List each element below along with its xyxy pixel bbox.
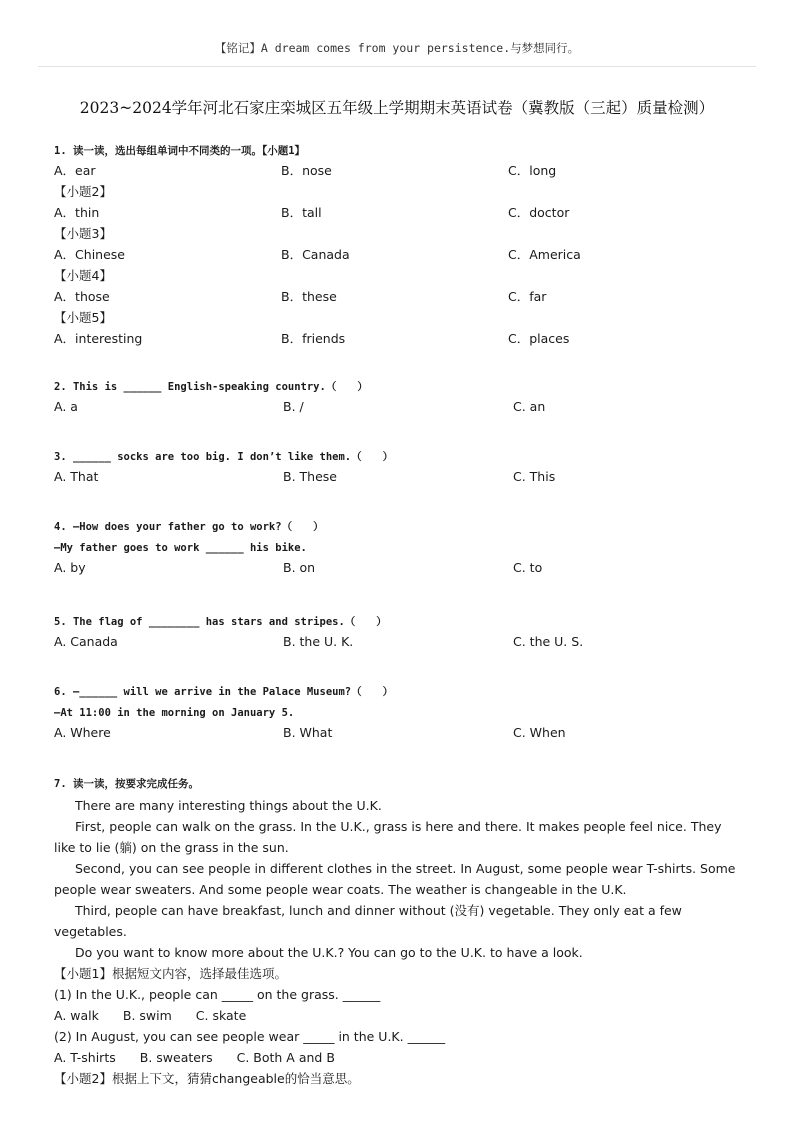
option-b: B. on — [283, 560, 316, 575]
option-c: C．places — [508, 331, 570, 346]
option-c: C. This — [513, 469, 556, 484]
option-b: B．Canada — [281, 247, 350, 262]
spacer — [54, 349, 744, 379]
option-b: B. / — [283, 399, 304, 414]
question-2-stem: 2. This is ______ English-speaking country.（ ） — [54, 381, 368, 393]
subquestion-label: 【小题3】 — [54, 226, 112, 241]
subquestion-2-label: 【小题2】根据上下文，猜猜changeable的恰当意思。 — [54, 1071, 360, 1086]
option-a: A．ear — [54, 163, 96, 178]
option-b: B．friends — [281, 331, 346, 346]
option-a: A. a — [54, 399, 78, 414]
question-1-stem: 1. 读一读，选出每组单词中不同类的一项。【小题1】 — [54, 145, 306, 157]
subquestion-1-label: 【小题1】根据短文内容，选择最佳选项。 — [54, 966, 287, 981]
option-a: A. by — [54, 560, 86, 575]
subquestion-label: 【小题4】 — [54, 268, 112, 283]
option-a: A. Where — [54, 725, 111, 740]
subquestion-label: 【小题2】 — [54, 184, 112, 199]
option-a: A. T-shirts — [54, 1050, 116, 1065]
exam-title: 2023~2024学年河北石家庄栾城区五年级上学期期末英语试卷（冀教版（三起）质量检测） — [79, 99, 715, 117]
option-b: B. swim — [122, 1008, 172, 1023]
subquestion-label: 【小题5】 — [54, 310, 112, 325]
option-c: C. to — [513, 560, 543, 575]
question-7-stem: 7. 读一读，按要求完成任务。 — [54, 778, 199, 790]
spacer — [54, 652, 744, 684]
option-c: C. Both A and B — [236, 1050, 335, 1065]
option-b: B．nose — [281, 163, 332, 178]
question-1-group-4 — [54, 286, 744, 307]
option-a: A．interesting — [54, 331, 143, 346]
question-6-stem-line-2: —At 11:00 in the morning on January 5. — [54, 707, 295, 719]
option-c: C. skate — [195, 1008, 247, 1023]
question-3-options — [54, 466, 744, 487]
subquestion-1-item-1-options — [54, 1005, 744, 1026]
question-6-options — [54, 722, 744, 743]
option-b: B．these — [281, 289, 337, 304]
spacer — [54, 743, 744, 776]
option-a: A. walk — [54, 1008, 99, 1023]
option-c: C．far — [508, 289, 547, 304]
passage-paragraph-3: Second, you can see people in different clothes in the street. In August, some people wear T-shirts. Some people wear sweaters. And some people wear coats. The weather is changeable in the U.K. — [54, 861, 736, 897]
passage-paragraph-5: Do you want to know more about the U.K.? You can go to the U.K. to have a look. — [75, 945, 583, 960]
question-1-group-5 — [54, 328, 744, 349]
option-a: A．thin — [54, 205, 100, 220]
option-b: B．tall — [281, 205, 322, 220]
spacer — [54, 417, 744, 449]
question-3-stem: 3. ______ socks are too big. I don’t like them.（ ） — [54, 451, 394, 463]
option-a: A．Chinese — [54, 247, 125, 262]
subquestion-1-item-2-options — [54, 1047, 744, 1068]
question-5-stem: 5. The flag of ________ has stars and stripes.（ ） — [54, 616, 387, 628]
question-4-options — [54, 557, 744, 578]
question-4-stem-line-2: —My father goes to work ______ his bike. — [54, 542, 307, 554]
question-2-options — [54, 396, 744, 417]
option-c: C．long — [508, 163, 557, 178]
passage-paragraph-2: First, people can walk on the grass. In the U.K., grass is here and there. It makes people feel nice. They like to lie (躺) on the grass in the sun. — [54, 819, 722, 855]
option-c: C．America — [508, 247, 581, 262]
option-a: A. That — [54, 469, 99, 484]
spacer — [54, 487, 744, 519]
option-b: B. What — [283, 725, 333, 740]
option-b: B. sweaters — [139, 1050, 213, 1065]
question-1-group-1 — [54, 160, 744, 181]
option-a: A. Canada — [54, 634, 118, 649]
subquestion-1-item-2: (2) In August, you can see people wear _____ in the U.K. ______ — [54, 1029, 446, 1044]
subquestion-1-item-1: (1) In the U.K., people can _____ on the grass. ______ — [54, 987, 381, 1002]
spacer — [54, 578, 744, 614]
page-header-motto: 【铭记】A dream comes from your persistence.与梦想同行。 — [214, 41, 580, 55]
option-c: C. an — [513, 399, 546, 414]
question-5-options — [54, 631, 744, 652]
option-b: B. These — [283, 469, 337, 484]
option-c: C．doctor — [508, 205, 570, 220]
exam-content — [54, 143, 744, 1089]
header-divider — [38, 66, 756, 67]
option-b: B. the U. K. — [283, 634, 354, 649]
question-4-stem: 4. —How does your father go to work?（ ） — [54, 521, 324, 533]
question-6-stem: 6. —______ will we arrive in the Palace Museum?（ ） — [54, 686, 394, 698]
option-a: A．those — [54, 289, 110, 304]
option-c: C. When — [513, 725, 566, 740]
passage-paragraph-1: There are many interesting things about the U.K. — [75, 798, 382, 813]
passage-paragraph-4: Third, people can have breakfast, lunch and dinner without (没有) vegetable. They only eat a few vegetables. — [54, 903, 682, 939]
question-1-group-2 — [54, 202, 744, 223]
question-1-group-3 — [54, 244, 744, 265]
option-c: C. the U. S. — [513, 634, 584, 649]
